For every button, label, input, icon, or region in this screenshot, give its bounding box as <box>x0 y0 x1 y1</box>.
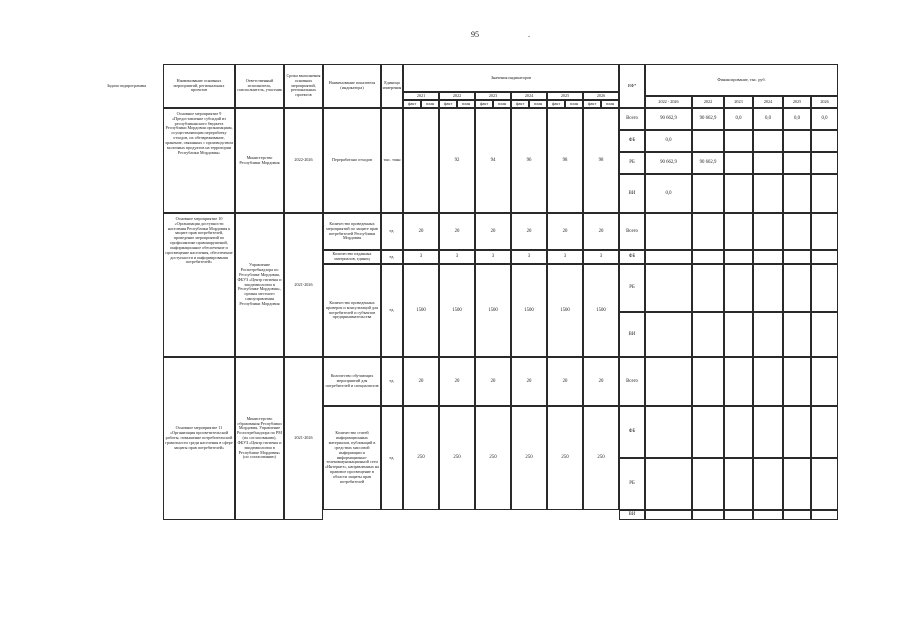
funding-value <box>753 357 783 406</box>
funding-value <box>811 130 838 152</box>
indicator-value: 20 <box>475 357 511 406</box>
indicator-value: 1500 <box>583 264 619 357</box>
funding-value <box>753 213 783 250</box>
indicator-value: 250 <box>475 406 511 510</box>
indicator-value <box>403 108 439 213</box>
funding-value <box>811 406 838 458</box>
indicator-value: 96 <box>511 108 547 213</box>
indicator-value: 3 <box>403 250 439 264</box>
funding-value <box>645 312 692 357</box>
funding-source-cell: ВИ <box>619 510 645 520</box>
fact-header: факт <box>403 100 421 108</box>
funding-value <box>783 250 811 264</box>
funding-value: 0,0 <box>724 108 753 130</box>
funding-value <box>692 130 724 152</box>
funding-value <box>692 357 724 406</box>
funding-value <box>692 510 724 520</box>
funding-value <box>783 406 811 458</box>
fact-header: факт <box>547 100 565 108</box>
indicator-value: 20 <box>583 357 619 406</box>
funding-value <box>692 213 724 250</box>
unit-cell: тыс. тонн <box>381 108 403 213</box>
indicator-cell: Количество статей информационных материалов, публикаций в средствах массовой информации и информационно-телекоммуникационной сети «Интернет», направленных на правовое просвещение в области защиты прав потребителей <box>323 406 381 510</box>
funding-value <box>724 250 753 264</box>
indicator-value: 20 <box>439 213 475 250</box>
indicator-value: 20 <box>583 213 619 250</box>
funding-value <box>783 357 811 406</box>
indicator-value: 20 <box>511 357 547 406</box>
indicator-cell: Количество проведенных проверок и консультаций для потребителей и субъектов предпринимательства <box>323 264 381 357</box>
deadline-header: Сроки выполнения основных мероприятий, региональных проектов <box>284 64 323 108</box>
funding-value <box>645 213 692 250</box>
indicator-cell: Количество изданных материалов, единиц <box>323 250 381 264</box>
indicator-cell: Количество обучающих мероприятий для потребителей и специалистов <box>323 357 381 406</box>
unit-cell: ед. <box>381 264 403 357</box>
plan-header: план <box>565 100 583 108</box>
funding-value <box>811 152 838 174</box>
indicator-value: 98 <box>583 108 619 213</box>
indicator-value: 98 <box>547 108 583 213</box>
unit-cell: ед. <box>381 250 403 264</box>
indicator-value: 20 <box>475 213 511 250</box>
funding-value <box>645 264 692 312</box>
funding-value <box>783 510 811 520</box>
plan-header: план <box>493 100 511 108</box>
indicator-value: 250 <box>403 406 439 510</box>
funding-value <box>692 458 724 510</box>
funding-value <box>692 312 724 357</box>
unit-cell: ед. <box>381 357 403 406</box>
indicator-value: 94 <box>475 108 511 213</box>
funding-value <box>645 510 692 520</box>
fact-header: факт <box>511 100 529 108</box>
event-cell: Основное мероприятие 9 «Предоставление субсидий из республиканского бюджета Республики Мордовия организациям, осуществляющим переработку отходов, их обезвреживание, хранение, связанных с производством молочных продуктов на территории Республики Мордовия» <box>163 108 235 213</box>
funding-value <box>783 213 811 250</box>
values-group-header: Значения индикаторов <box>403 64 619 92</box>
indicator-value: 1500 <box>511 264 547 357</box>
indicator-value: 20 <box>439 357 475 406</box>
indicator-value: 20 <box>547 213 583 250</box>
indicator-value: 3 <box>511 250 547 264</box>
funding-value <box>811 250 838 264</box>
funding-value <box>645 458 692 510</box>
year-header: 2022 <box>439 92 475 100</box>
page-mark: . <box>528 30 530 39</box>
indicator-value: 1500 <box>439 264 475 357</box>
plan-header: план <box>421 100 439 108</box>
funding-value <box>783 264 811 312</box>
responsible-header: Ответственный исполнитель, соисполнитель, участник <box>235 64 284 108</box>
funding-value <box>724 357 753 406</box>
event-cell: Основное мероприятие 10 «Организация доступности населения Республики Мордовия к защите прав потребителей, проведение мероприятий по профилактике правонарушений, информационное обеспечение и просвещение населения, обеспечение доступности и информирования потребителей» <box>163 213 235 357</box>
goal-cell <box>90 357 163 520</box>
goal-cell <box>90 108 163 213</box>
funding-source-cell: РБ <box>619 264 645 312</box>
indicator-header: Наименование показателя (индикатора) <box>323 64 381 108</box>
funding-source-cell: Всего <box>619 213 645 250</box>
fact-header: факт <box>475 100 493 108</box>
page-number: 95 <box>471 30 479 39</box>
funding-value <box>724 264 753 312</box>
funding-source-cell: ВИ <box>619 174 645 213</box>
funding-value <box>783 458 811 510</box>
funding-value <box>753 152 783 174</box>
funding-value: 90 662,9 <box>692 152 724 174</box>
funding-value <box>753 174 783 213</box>
funding-value <box>724 510 753 520</box>
indicator-value: 3 <box>547 250 583 264</box>
indicator-value: 20 <box>403 213 439 250</box>
funding-source-cell: ФБ <box>619 406 645 458</box>
plan-header: план <box>457 100 475 108</box>
funding-source-cell: РБ <box>619 152 645 174</box>
funding-value <box>811 174 838 213</box>
funding-value: 0,0 <box>811 108 838 130</box>
funding-value <box>811 510 838 520</box>
funding-value <box>783 152 811 174</box>
unit-cell: ед. <box>381 213 403 250</box>
funding-value <box>724 174 753 213</box>
responsible-cell: Министерство образования Республики Мордовия, Управление Роспотребнадзора по РМ (по согласованию), ФБУЗ «Центр гигиены и эпидемиологии в Республике Мордовия» (по согласованию) <box>235 357 284 520</box>
year-header: 2024 <box>511 92 547 100</box>
funding-value <box>724 312 753 357</box>
funding-source-cell: ФБ <box>619 130 645 152</box>
funding-year-header: 2026 <box>811 96 838 108</box>
funding-source-cell: Всего <box>619 357 645 406</box>
indicator-cell: Количество проведенных мероприятий по защите прав потребителей Республики Мордовия <box>323 213 381 250</box>
funding-value: 0,0 <box>753 108 783 130</box>
funding-value <box>811 264 838 312</box>
funding-value <box>724 130 753 152</box>
funding-value <box>753 406 783 458</box>
responsible-cell: Министерство Республики Мордовия <box>235 108 284 213</box>
funding-value: 90 662,9 <box>645 152 692 174</box>
funding-source-cell: ВИ <box>619 312 645 357</box>
funding-year-header: 2024 <box>753 96 783 108</box>
funding-value <box>692 406 724 458</box>
indicator-cell: Переработано отходов <box>323 108 381 213</box>
indicator-value: 3 <box>475 250 511 264</box>
indicator-value: 3 <box>583 250 619 264</box>
indicator-value: 250 <box>583 406 619 510</box>
funding-group-header: Финансирование, тыс. руб. <box>645 64 838 96</box>
unit-header: Единица измерения <box>381 64 403 108</box>
funding-value: 90 662,9 <box>692 108 724 130</box>
funding-value <box>753 458 783 510</box>
funding-value <box>811 357 838 406</box>
indicator-value: 250 <box>511 406 547 510</box>
funding-value <box>724 152 753 174</box>
indicator-value: 20 <box>547 357 583 406</box>
funding-value <box>724 458 753 510</box>
funding-value <box>783 312 811 357</box>
plan-header: план <box>529 100 547 108</box>
year-header: 2025 <box>547 92 583 100</box>
funding-value: 0,0 <box>645 174 692 213</box>
responsible-cell: Управление Роспотребнадзора по Республике Мордовия, ФБУЗ «Центр гигиены и эпидемиологии в Республике Мордовия», органы местного самоуправления Республики Мордовия <box>235 213 284 357</box>
indicator-value: 20 <box>511 213 547 250</box>
indicator-value: 20 <box>403 357 439 406</box>
funding-value <box>753 250 783 264</box>
funding-value <box>753 130 783 152</box>
unit-cell: ед. <box>381 406 403 510</box>
deadline-cell: 2021-2026 <box>284 213 323 357</box>
goal-cell <box>90 213 163 357</box>
indicator-value: 1500 <box>547 264 583 357</box>
funding-value <box>724 406 753 458</box>
goal-header: Задача подпрограммы <box>106 82 147 88</box>
funding-value <box>645 357 692 406</box>
funding-value <box>753 510 783 520</box>
funding-source-cell: ФБ <box>619 250 645 264</box>
funding-value: 0,0 <box>645 130 692 152</box>
deadline-cell: 2021-2026 <box>284 357 323 520</box>
funding-value <box>753 264 783 312</box>
indicator-value: 3 <box>439 250 475 264</box>
funding-value <box>811 213 838 250</box>
funding-value <box>811 312 838 357</box>
indicator-value: 1500 <box>475 264 511 357</box>
funding-source-header: ИФ* <box>619 64 645 108</box>
deadline-cell: 2022-2026 <box>284 108 323 213</box>
event-header: Наименование основных мероприятий, региональных проектов <box>163 64 235 108</box>
indicator-value: 1500 <box>403 264 439 357</box>
funding-value <box>692 250 724 264</box>
plan-header: план <box>601 100 619 108</box>
funding-value: 90 662,9 <box>645 108 692 130</box>
funding-source-cell: Всего <box>619 108 645 130</box>
fact-header: факт <box>583 100 601 108</box>
funding-source-cell: РБ <box>619 458 645 510</box>
year-header: 2026 <box>583 92 619 100</box>
funding-year-header: 2022 <box>692 96 724 108</box>
indicator-value: 250 <box>547 406 583 510</box>
funding-value <box>692 174 724 213</box>
indicator-value: 92 <box>439 108 475 213</box>
funding-value <box>645 406 692 458</box>
funding-year-header: 2023 <box>724 96 753 108</box>
funding-value <box>753 312 783 357</box>
indicator-value: 250 <box>439 406 475 510</box>
funding-value <box>692 264 724 312</box>
event-cell: Основное мероприятие 11 «Организация просветительской работы, повышение потребительской грамотности среди населения в сфере защиты прав потребителей» <box>163 357 235 520</box>
funding-value <box>783 130 811 152</box>
funding-year-header: 2025 <box>783 96 811 108</box>
year-header: 2023 <box>475 92 511 100</box>
fact-header: факт <box>439 100 457 108</box>
funding-value: 0,0 <box>783 108 811 130</box>
year-header: 2021 <box>403 92 439 100</box>
funding-year-header: 2022 - 2026 <box>645 96 692 108</box>
funding-value <box>724 213 753 250</box>
funding-value <box>645 250 692 264</box>
funding-value <box>783 174 811 213</box>
funding-value <box>811 458 838 510</box>
